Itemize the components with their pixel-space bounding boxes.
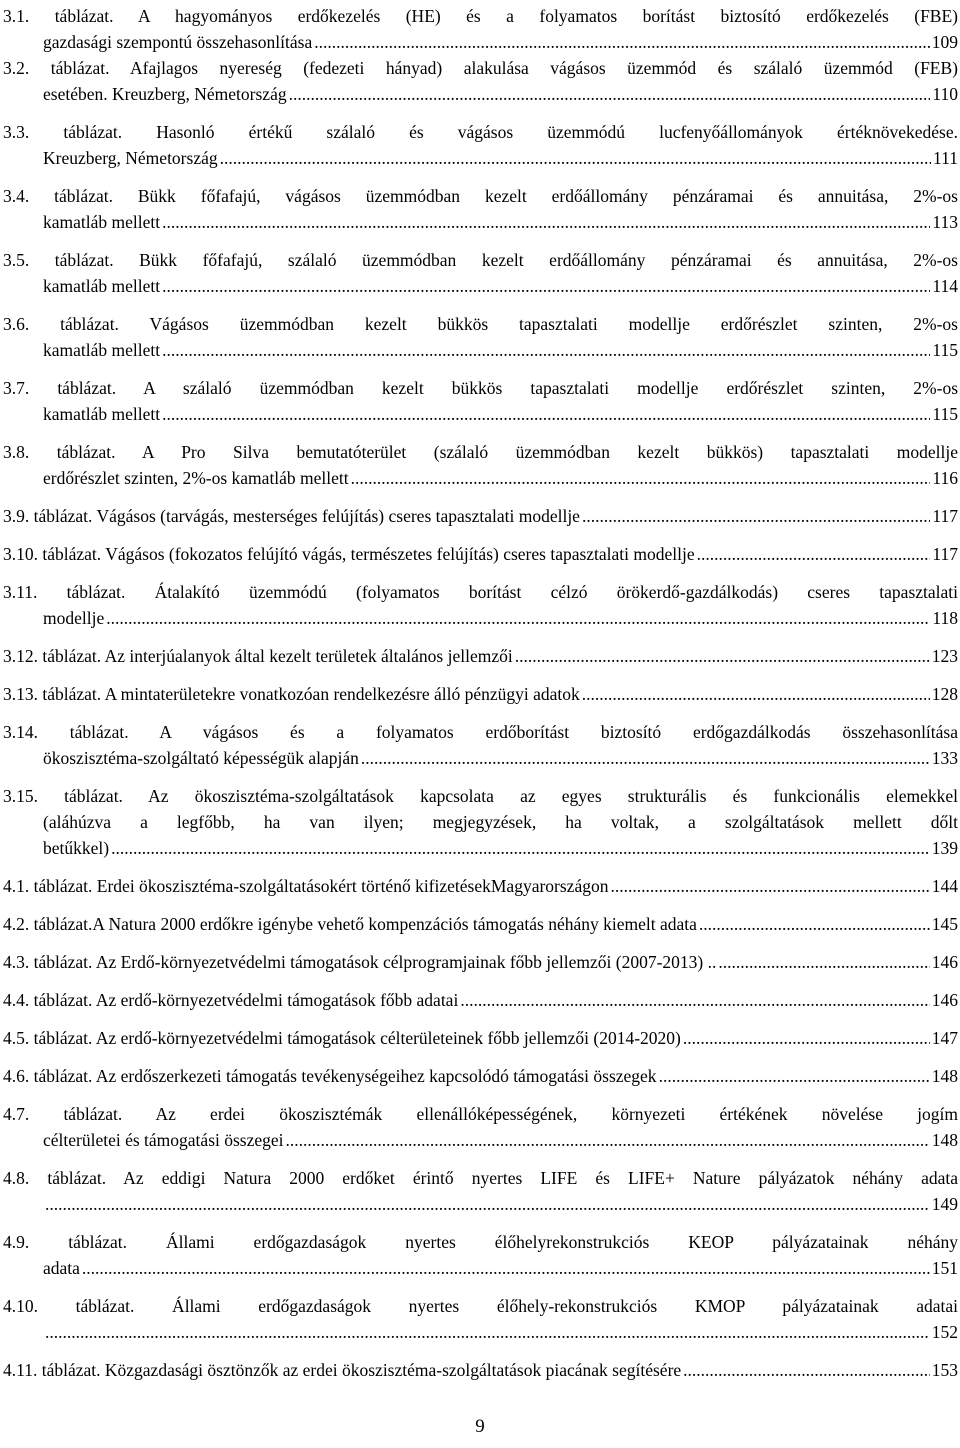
toc-entry-title: 4.5. táblázat. Az erdő-környezetvédelmi támogatások célterületeinek főbb jellemzői (2014-2020) <box>3 1028 681 1048</box>
dot-leader <box>162 209 930 235</box>
toc-entry-title-continued: kamatláb mellett <box>43 340 161 360</box>
toc-entry-title: 4.7. táblázat. Az erdei ökoszisztémák ellenállóképességének, környezeti értékének növelése jogím <box>3 1104 958 1124</box>
toc-entry-title: 4.1. táblázat. Erdei ökoszisztéma-szolgáltatásokért történő kifizetésekMagyarországon <box>3 876 609 896</box>
toc-page-number: 117 <box>932 506 958 526</box>
toc-entry[interactable] <box>3 719 958 771</box>
toc-page-number: 146 <box>931 952 958 972</box>
toc-entry-title-continued: kamatláb mellett <box>43 276 161 296</box>
toc-entry-title-continued: Kreuzberg, Németország <box>43 148 218 168</box>
toc-page-number: 153 <box>931 1360 958 1380</box>
dot-leader <box>162 273 930 299</box>
toc-entry[interactable] <box>3 911 958 937</box>
dot-leader <box>111 835 930 861</box>
toc-entry-title-continued: betűkkel) <box>43 838 110 858</box>
dot-leader <box>699 911 930 937</box>
toc-entry[interactable] <box>3 949 958 975</box>
toc-entry[interactable] <box>3 311 958 363</box>
toc-page-number: 148 <box>931 1130 958 1150</box>
toc-page-number: 144 <box>931 876 958 896</box>
toc-page-number: 152 <box>931 1322 958 1342</box>
toc-entry[interactable] <box>3 55 958 107</box>
toc-entry-title: 4.4. táblázat. Az erdő-környezetvédelmi támogatások főbb adatai <box>3 990 459 1010</box>
dot-leader <box>659 1063 930 1089</box>
dot-leader <box>460 987 929 1013</box>
toc-page-number: 133 <box>931 748 958 768</box>
toc-entry[interactable] <box>3 579 958 631</box>
dot-leader <box>45 1191 930 1217</box>
dot-leader <box>82 1255 930 1281</box>
toc-entry[interactable] <box>3 3 958 55</box>
dot-leader <box>351 465 931 491</box>
toc-page-number: 151 <box>931 1258 958 1278</box>
toc-page-number: 139 <box>931 838 958 858</box>
dot-leader <box>286 1127 930 1153</box>
dot-leader <box>582 681 930 707</box>
toc-page-number: 113 <box>932 212 958 232</box>
toc-entry[interactable] <box>3 439 958 491</box>
toc-entry-title-continued: célterületei és támogatási összegei <box>43 1130 284 1150</box>
dot-leader <box>45 1319 930 1345</box>
toc-entry-title: 4.3. táblázat. Az Erdő-környezetvédelmi támogatások célprogramjainak főbb jellemzői (2007-2013) .. <box>3 952 717 972</box>
toc-entry-title: 3.3. táblázat. Hasonló értékű szálaló és vágásos üzemmódú lucfenyőállományok értéknövekedése. <box>3 122 958 142</box>
toc-entry-title: 4.9. táblázat. Állami erdőgazdaságok nyertes élőhelyrekonstrukciós KEOP pályázatainak néhány <box>3 1232 958 1252</box>
toc-entry-title: 3.5. táblázat. Bükk főfafajú, szálaló üzemmódban kezelt erdőállomány pénzáramai és annuitása, 2%-os <box>3 250 958 270</box>
toc-page-number: 146 <box>931 990 958 1010</box>
toc-page-number: 111 <box>933 148 958 168</box>
toc-entry-title-continued: adata <box>43 1258 80 1278</box>
toc-entry[interactable] <box>3 541 958 567</box>
toc-entry-title: 3.2. táblázat. Afajlagos nyereség (fedezeti hányad) alakulása vágásos üzemmód és szálaló üzemmód (FEB) <box>3 58 958 78</box>
toc-page-number: 116 <box>932 468 958 488</box>
dot-leader <box>582 503 930 529</box>
toc-entry-title: 3.9. táblázat. Vágásos (tarvágás, mesterséges felújítás) cseres tapasztalati modellje <box>3 506 580 526</box>
toc-entry[interactable] <box>3 681 958 707</box>
dot-leader <box>162 401 930 427</box>
page-number: 9 <box>475 1416 485 1437</box>
dot-leader <box>106 605 930 631</box>
toc-entry-title: 4.8. táblázat. Az eddigi Natura 2000 erdőket érintő nyertes LIFE és LIFE+ Nature pályázatok néhány adata <box>3 1168 958 1188</box>
toc-page-number: 115 <box>932 340 958 360</box>
toc-entry[interactable] <box>3 375 958 427</box>
toc-page-number: 117 <box>932 544 958 564</box>
toc-entry[interactable] <box>3 247 958 299</box>
dot-leader <box>220 145 931 171</box>
toc-entry-title: 3.13. táblázat. A mintaterületekre vonatkozóan rendelkezésre álló pénzügyi adatok <box>3 684 580 704</box>
toc-entry-title: 3.1. táblázat. A hagyományos erdőkezelés (HE) és a folyamatos borítást biztosító erdőkezelés (FBE) <box>3 6 958 26</box>
toc-page-number: 148 <box>931 1066 958 1086</box>
toc-entry-title: 3.11. táblázat. Átalakító üzemmódú (folyamatos borítást célzó örökerdő-gazdálkodás) cseres tapasztalati <box>3 582 958 602</box>
dot-leader <box>515 643 930 669</box>
toc-entry-title: 3.10. táblázat. Vágásos (fokozatos felújító vágás, természetes felújítás) cseres tapasztalati modellje <box>3 544 695 564</box>
toc-page-number: 149 <box>931 1194 958 1214</box>
dot-leader <box>314 29 930 55</box>
dot-leader <box>162 337 930 363</box>
toc-entry[interactable] <box>3 783 958 861</box>
toc-page-number: 115 <box>932 404 958 424</box>
toc-entry-title: 4.11. táblázat. Közgazdasági ösztönzők az erdei ökoszisztéma-szolgáltatások piacának segítésére <box>3 1360 682 1380</box>
toc-entry[interactable] <box>3 873 958 899</box>
toc-entry-title-continued: kamatláb mellett <box>43 404 161 424</box>
toc-entry-title: 4.2. táblázat.A Natura 2000 erdőkre igénybe vehető kompenzációs támogatás néhány kiemelt adata <box>3 914 697 934</box>
toc-entry-title: 4.10. táblázat. Állami erdőgazdaságok nyertes élőhely-rekonstrukciós KMOP pályázatainak adatai <box>3 1296 958 1316</box>
toc-entry[interactable] <box>3 643 958 669</box>
toc-entry[interactable] <box>3 1293 958 1345</box>
toc-entry[interactable] <box>3 503 958 529</box>
toc-entry-title-continued: modellje <box>43 608 105 628</box>
toc-entry[interactable] <box>3 183 958 235</box>
toc-page-number: 118 <box>932 608 958 628</box>
toc-page-number: 128 <box>931 684 958 704</box>
toc-entry-title: 3.6. táblázat. Vágásos üzemmódban kezelt bükkös tapasztalati modellje erdőrészlet szinten, 2%-os <box>3 314 958 334</box>
toc-entry[interactable] <box>3 1229 958 1281</box>
toc-entry-title: 4.6. táblázat. Az erdőszerkezeti támogatás tevékenységeihez kapcsolódó támogatási összegek <box>3 1066 657 1086</box>
dot-leader <box>610 873 929 899</box>
toc-entry[interactable] <box>3 1165 958 1217</box>
dot-leader <box>718 949 929 975</box>
dot-leader <box>697 541 931 567</box>
dot-leader <box>289 81 931 107</box>
toc-page-number: 109 <box>931 32 958 52</box>
toc-entry-title: 3.7. táblázat. A szálaló üzemmódban kezelt bükkös tapasztalati modellje erdőrészlet szinten, 2%-os <box>3 378 958 398</box>
toc-entry[interactable] <box>3 987 958 1013</box>
toc-entry-title: 3.14. táblázat. A vágásos és a folyamatos erdőborítást biztosító erdőgazdálkodás összehasonlítása <box>3 722 958 742</box>
toc-entry-title-continued: erdőrészlet szinten, 2%-os kamatláb mellett <box>43 468 349 488</box>
dot-leader <box>361 745 930 771</box>
toc-entry-title: 3.4. táblázat. Bükk főfafajú, vágásos üzemmódban kezelt erdőállomány pénzáramai és annuitása, 2%-os <box>3 186 958 206</box>
toc-entry-title-continued: gazdasági szempontú összehasonlítása <box>43 32 313 52</box>
toc-entry-title: 3.12. táblázat. Az interjúalanyok által kezelt területek általános jellemzői <box>3 646 513 666</box>
toc-page-number: 110 <box>932 84 958 104</box>
toc-entry-title: 3.8. táblázat. A Pro Silva bemutatóterület (szálaló üzemmódban kezelt bükkös) tapasztalati modellje <box>3 442 958 462</box>
toc-page-number: 145 <box>931 914 958 934</box>
toc-entry-title-continued: ökoszisztéma-szolgáltató képességük alapján <box>43 748 359 768</box>
toc-page-number: 123 <box>931 646 958 666</box>
toc-entry[interactable] <box>3 1357 958 1383</box>
toc-entry-title-continued: (aláhúzva a legfőbb, ha van ilyen; megjegyzések, ha voltak, a szolgáltatások mellett dőlt <box>43 812 958 832</box>
toc-entry[interactable] <box>3 1101 958 1153</box>
toc-entry[interactable] <box>3 119 958 171</box>
dot-leader <box>683 1025 930 1051</box>
toc-entry-title-continued: esetében. Kreuzberg, Németország <box>43 84 287 104</box>
toc-page-number: 114 <box>932 276 958 296</box>
toc-entry[interactable] <box>3 1063 958 1089</box>
toc-entry-title: 3.15. táblázat. Az ökoszisztéma-szolgáltatások kapcsolata az egyes strukturális és funkcionális elemekkel <box>3 786 958 806</box>
toc-page-number: 147 <box>931 1028 958 1048</box>
toc-entry-title-continued: kamatláb mellett <box>43 212 161 232</box>
dot-leader <box>683 1357 930 1383</box>
toc-entry[interactable] <box>3 1025 958 1051</box>
